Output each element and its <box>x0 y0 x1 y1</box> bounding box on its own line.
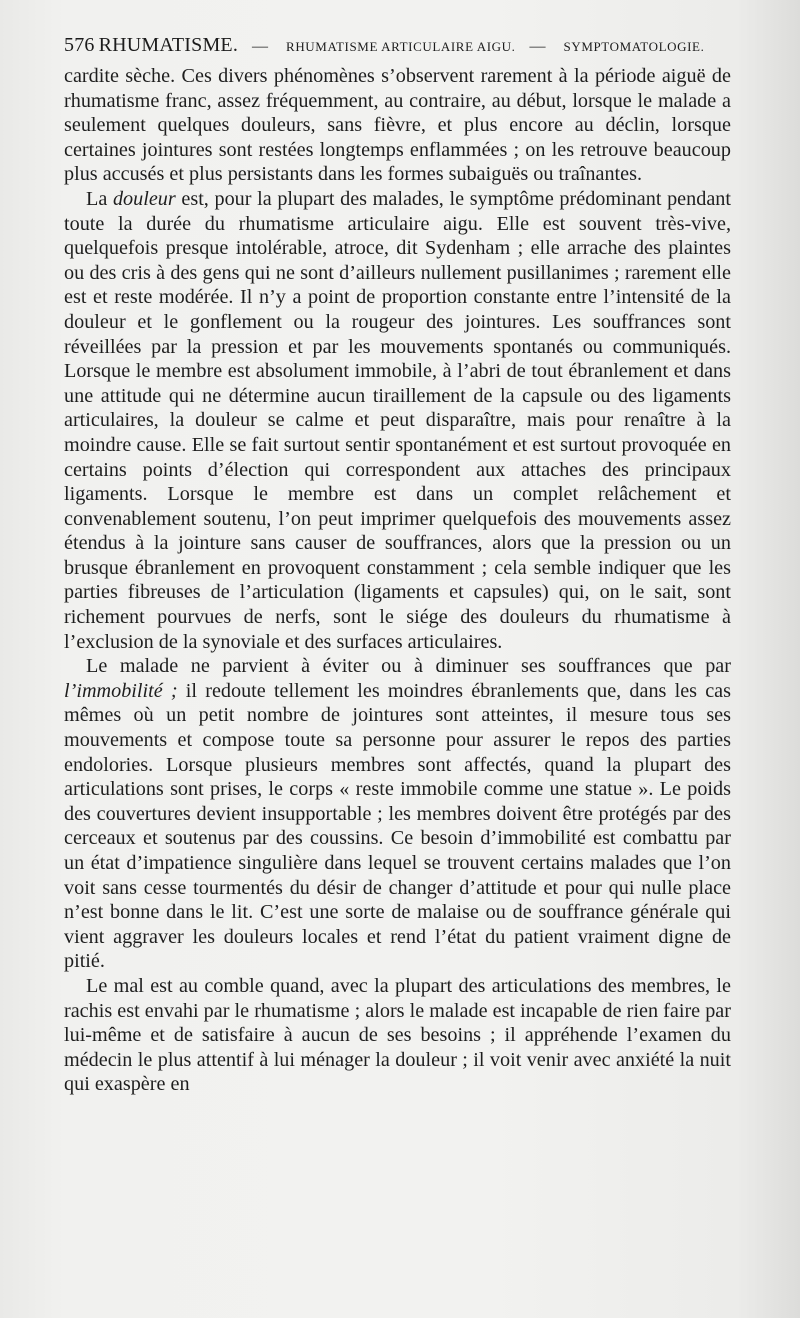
paragraph-text: il redoute tellement les moindres ébranlements que, dans les cas mêmes où un petit nombre de jointures sont atteintes, il mesure tous ses mouvements et compose toute sa personne pour assurer le repos des parties endolories. Lorsque plusieurs membres sont affectés, quand la plupart des articulations sont prises, le corps « reste immobile comme une statue ». Le poids des couvertures devient insupportable ; les membres doivent être protégés par des cerceaux et soutenus par des coussins. Ce besoin d’immobilité est combattu par un état d’impatience singulière dans lequel se trouvent certains malades que l’on voit sans cesse tourmentés du désir de changer d’attitude et pour qui nulle place n’est bonne dans le lit. C’est une sorte de malaise ou de souffrance générale qui vient aggraver les douleurs locales et rend l’état du patient vraiment digne de pitié. <box>64 679 731 973</box>
body-text <box>64 64 731 1097</box>
running-header <box>64 34 754 60</box>
paragraph-text: est, pour la plupart des malades, le symptôme prédominant pendant toute la durée du rhumatisme articulaire aigu. Elle est souvent très-vive, quelquefois presque intolérable, atroce, dit Sydenham ; elle arrache des plaintes ou des cris à des gens qui ne sont d’ailleurs nullement pusillanimes ; rarement elle est et reste modérée. Il n’y a point de proportion constante entre l’intensité de la douleur et le gonflement ou la rougeur des jointures. Les souffrances sont réveillées par la pression et par les mouvements spontanés ou communiqués. Lorsque le membre est absolument immobile, à l’abri de tout ébranlement et dans une attitude qui ne détermine aucun tiraillement de la capsule ou des ligaments articulaires, la douleur se calme et peut disparaître, mais pour renaître à la moindre cause. Elle se fait surtout sentir spontanément et est surtout provoquée en certains points d’élection qui correspondent aux attaches des principaux ligaments. Lorsque le membre est dans un complet relâchement et convenablement soutenu, l’on peut imprimer quelquefois des mouvements assez étendus à la jointure sans causer de souffrances, alors que la pression ou un brusque ébranlement en provoquent constamment ; cela semble indiquer que les parties fibreuses de l’articulation (ligaments et capsules) qui, on le sait, sont richement pourvues de nerfs, sont le siége des douleurs du rhumatisme à l’exclusion de la synoviale et des surfaces articulaires. <box>64 187 731 653</box>
emphasis-immobilite: l’immobilité ; <box>64 679 178 702</box>
subsection-title: SYMPTOMATOLOGIE. <box>563 39 705 54</box>
paragraph-douleur <box>64 187 731 654</box>
paragraph-immobilite <box>64 654 731 974</box>
paragraph-text: Le mal est au comble quand, avec la plupart des articulations des membres, le rachis est envahi par le rhumatisme ; alors le malade est incapable de rien faire par lui-même et de satisfaire à aucun de ses besoins ; il appréhende l’examen du médecin le plus attentif à lui ménager la douleur ; il voit venir avec anxiété la nuit qui exaspère en <box>64 974 731 1096</box>
section-title: RHUMATISME ARTICULAIRE AIGU. <box>286 39 516 54</box>
header-dash-1: — <box>252 38 269 55</box>
emphasis-douleur: douleur <box>112 187 176 210</box>
paragraph-lead: Le malade ne parvient à éviter ou à diminuer ses souffrances que par <box>86 655 731 678</box>
page-number: 576 <box>64 34 95 56</box>
paragraph-lead: La <box>86 187 113 210</box>
paragraph-text: cardite sèche. Ces divers phénomènes s’observent rarement à la période aiguë de rhumatisme franc, assez fréquemment, au contraire, au début, lorsque le malade a seulement quelques douleurs, sans fièvre, et plus encore au déclin, lorsque certaines jointures sont restées longtemps enflammées ; on les retrouve beaucoup plus accusés et plus persistants dans les formes subaiguës ou traînantes. <box>64 65 731 186</box>
header-dash-2: — <box>529 38 546 55</box>
paragraph-rachis <box>64 974 731 1097</box>
paragraph-continuation <box>64 64 731 187</box>
running-title: RHUMATISME. <box>98 34 239 56</box>
